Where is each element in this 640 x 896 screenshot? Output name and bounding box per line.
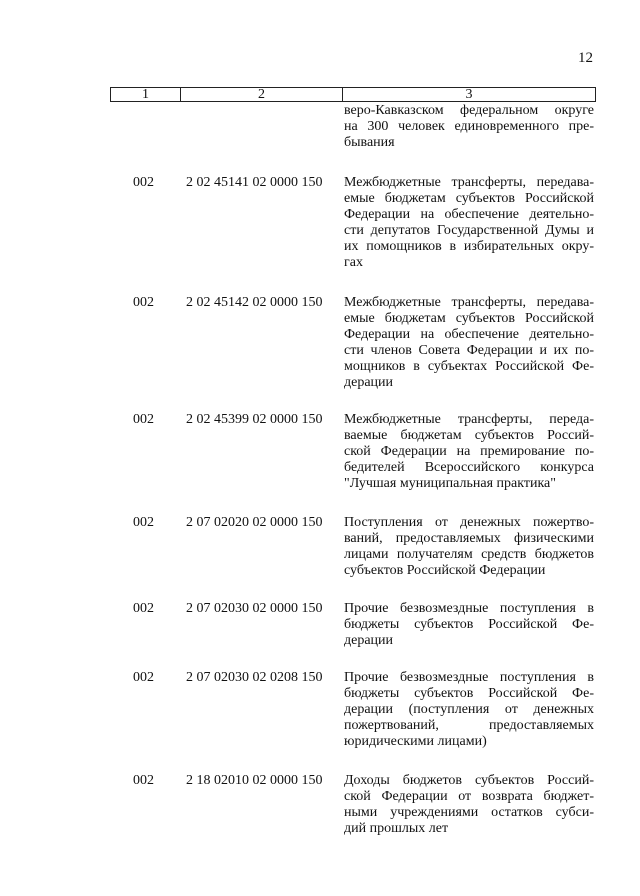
text-line: емые бюджетам субъектов Российской [344,191,594,206]
admin-code: 002 [133,515,154,530]
text-line: ской Федерации на премирование по- [344,444,594,459]
header-col-3: 3 [465,87,473,102]
text-line: Доходы бюджетов субъектов Россий- [344,773,594,788]
text-line: бюджеты субъектов Российской Фе- [344,617,594,632]
budget-classification-code: 2 02 45141 02 0000 150 [186,175,323,190]
text-line: Федерации на обеспечение деятельно- [344,327,594,342]
budget-classification-code: 2 02 45142 02 0000 150 [186,295,323,310]
budget-classification-code: 2 07 02020 02 0000 150 [186,515,323,530]
text-line: дерации [344,375,394,390]
admin-code: 002 [133,773,154,788]
text-line: Федерации на обеспечение деятельно- [344,207,594,222]
admin-code: 002 [133,412,154,427]
budget-classification-code: 2 07 02030 02 0000 150 [186,601,323,616]
revenue-description [344,412,594,492]
header-col-1: 1 [111,88,181,101]
revenue-description [344,773,594,837]
text-line: пожертвований, предоставляемых [344,718,594,733]
page-number: 12 [578,50,593,66]
text-line: дерации [344,633,394,648]
text-line: бедителей Всероссийского конкурса [344,460,594,475]
continuation-text [344,103,594,151]
budget-classification-code: 2 18 02010 02 0000 150 [186,773,323,788]
admin-code: 002 [133,295,154,310]
header-col-2: 2 [181,88,343,101]
text-line: субъектов Российской Федерации [344,563,546,578]
text-line: сти депутатов Государственной Думы и [344,223,594,238]
text-line: дий прошлых лет [344,821,449,836]
revenue-description [344,515,594,579]
admin-code: 002 [133,670,154,685]
text-line: ской Федерации от возврата бюджет- [344,789,594,804]
admin-code: 002 [133,175,154,190]
revenue-description [344,670,594,750]
text-line: ваемые бюджетам субъектов Россий- [344,428,594,443]
budget-classification-code: 2 07 02030 02 0208 150 [186,670,323,685]
text-line: емые бюджетам субъектов Российской [344,311,594,326]
text-line: бывания [344,135,395,150]
text-line: ными учреждениями остатков субси- [344,805,594,820]
text-line: ваний, предоставляемых физическими [344,531,594,546]
text-line: дерации (поступления от денежных [344,702,594,717]
text-line: мощников в субъектах Российской Фе- [344,359,594,374]
text-line: на 300 человек единовременного пре- [344,119,594,134]
text-line: гах [344,255,363,270]
text-line: лицами получателям средств бюджетов [344,547,594,562]
text-line: Межбюджетные трансферты, переда- [344,412,594,427]
text-line: веро-Кавказском федеральном округе [344,103,594,118]
revenue-description [344,295,594,391]
text-line: юридическими лицами) [344,734,487,749]
text-line: их помощников в избирательных окру- [344,239,594,254]
revenue-description [344,601,594,649]
text-line: Прочие безвозмездные поступления в [344,601,594,616]
text-line: сти членов Совета Федерации и их по- [344,343,594,358]
text-line: "Лучшая муниципальная практика" [344,476,556,491]
revenue-description [344,175,594,271]
text-line: Прочие безвозмездные поступления в [344,670,594,685]
budget-classification-code: 2 02 45399 02 0000 150 [186,412,323,427]
admin-code: 002 [133,601,154,616]
text-line: Межбюджетные трансферты, передава- [344,175,594,190]
text-line: Поступления от денежных пожертво- [344,515,594,530]
text-line: Межбюджетные трансферты, передава- [344,295,594,310]
table-header-row [110,87,596,102]
text-line: бюджеты субъектов Российской Фе- [344,686,594,701]
